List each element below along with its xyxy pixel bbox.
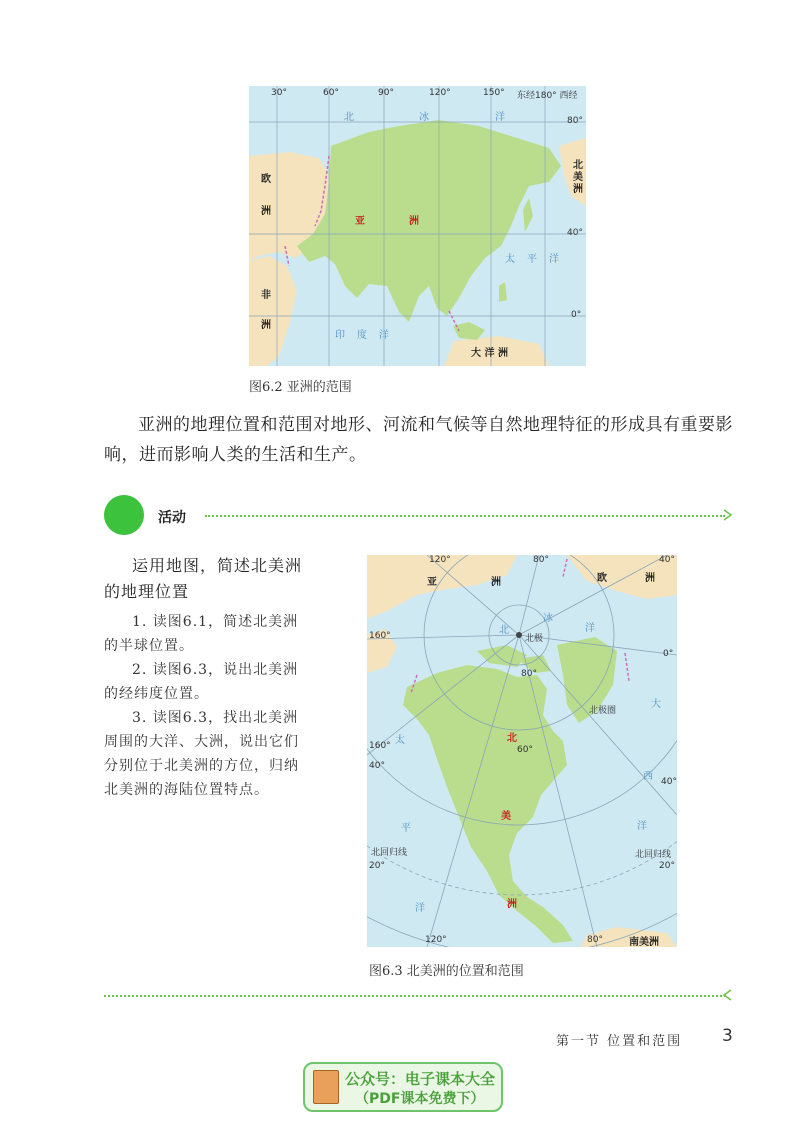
tick-30: 30° bbox=[271, 88, 287, 98]
indian-char-1: 印 bbox=[335, 330, 345, 341]
na-tropic-left: 北回归线 bbox=[371, 848, 408, 858]
activity-item-2: 2. 读图6.3，说出北美洲的经纬度位置。 bbox=[104, 662, 299, 702]
activity-circle-icon bbox=[104, 495, 144, 535]
na-namerica-char-2: 美 bbox=[501, 811, 511, 822]
lat-80: 80° bbox=[567, 116, 583, 126]
oceania-label: 大 洋 洲 bbox=[471, 348, 508, 359]
na-tick-20-right: 20° bbox=[659, 861, 675, 871]
na-tick-40-right: 40° bbox=[661, 777, 677, 787]
lat-0: 0° bbox=[571, 310, 582, 320]
na-asia-char-2: 洲 bbox=[491, 577, 501, 588]
activity-item-3: 3. 读图6.3，找出北美洲周围的大洋、大洲，说出它们分别位于北美洲的方位，归纳北美洲的海陆位置特点。 bbox=[104, 710, 299, 798]
activity-dotted-line bbox=[205, 515, 725, 517]
na-arctic-char-2: 冰 bbox=[543, 613, 553, 624]
watermark-line-1: 公众号：电子课本大全 bbox=[345, 1070, 496, 1088]
namerica-char-1: 北 bbox=[573, 160, 583, 171]
pacific-char-2: 平 bbox=[527, 254, 537, 265]
na-samerica-label: 南美洲 bbox=[629, 937, 659, 947]
na-arctic-char-1: 北 bbox=[499, 625, 509, 636]
na-atlantic-char-1: 大 bbox=[651, 699, 661, 710]
north-america-map bbox=[367, 555, 677, 947]
na-europe-char-2: 洲 bbox=[645, 573, 655, 584]
na-tick-60-lat: 60° bbox=[517, 745, 533, 755]
na-tick-40-left: 40° bbox=[369, 761, 385, 771]
europe-char-1: 欧 bbox=[261, 174, 271, 185]
book-icon bbox=[313, 1070, 339, 1104]
na-namerica-char-1: 北 bbox=[507, 733, 517, 744]
na-atlantic-char-3: 洋 bbox=[637, 821, 647, 832]
watermark-line-2: （PDF课本免费下） bbox=[355, 1091, 485, 1107]
na-tick-80-lat: 80° bbox=[521, 669, 537, 679]
na-asia-char-1: 亚 bbox=[427, 577, 437, 588]
tick-120: 120° bbox=[429, 88, 451, 98]
namerica-char-2: 美 bbox=[573, 172, 583, 183]
na-pacific-char-3: 洋 bbox=[415, 903, 425, 914]
asia-map bbox=[249, 86, 586, 366]
activity-title: 活动 bbox=[158, 510, 186, 526]
na-pacific-char-1: 太 bbox=[395, 735, 405, 746]
na-tick-120-top: 120° bbox=[429, 555, 451, 565]
body-paragraph: 亚洲的地理位置和范围对地形、河流和气候等自然地理特征的形成具有重要影响，进而影响人类的生活和生产。 bbox=[104, 415, 733, 465]
na-namerica-char-3: 洲 bbox=[507, 899, 517, 910]
na-tropic-right: 北回归线 bbox=[635, 850, 672, 860]
na-tick-80-bottom: 80° bbox=[587, 935, 603, 945]
indian-char-2: 度 bbox=[357, 330, 367, 341]
tick-90: 90° bbox=[378, 88, 394, 98]
tick-180: 东经180° 西经 bbox=[517, 91, 578, 101]
na-tick-160-lower: 160° bbox=[369, 741, 391, 751]
na-tick-160-left: 160° bbox=[369, 631, 391, 641]
na-atlantic-char-2: 西 bbox=[643, 771, 653, 782]
figure-6-3-caption: 图6.3 北美洲的位置和范围 bbox=[369, 964, 524, 979]
na-tick-120-bottom: 120° bbox=[425, 935, 447, 945]
na-tick-80-top: 80° bbox=[533, 555, 549, 565]
na-arcticcircle-label: 北极圈 bbox=[589, 706, 617, 716]
footer-section-title: 第一节 位置和范围 bbox=[556, 1034, 683, 1049]
na-arctic-char-3: 洋 bbox=[585, 623, 595, 634]
bottom-arrow-icon bbox=[722, 988, 734, 1002]
africa-char-1: 非 bbox=[261, 290, 271, 301]
arctic-char-2: 冰 bbox=[419, 112, 429, 123]
pacific-char-3: 洋 bbox=[549, 254, 559, 265]
page-number: 3 bbox=[722, 1026, 733, 1046]
activity-arrow-icon bbox=[722, 508, 734, 522]
activity-lead: 运用地图，简述北美洲的地理位置 bbox=[104, 556, 303, 601]
watermark-badge bbox=[303, 1062, 503, 1112]
indian-char-3: 洋 bbox=[379, 330, 389, 341]
pacific-char-1: 太 bbox=[505, 254, 515, 265]
arctic-char-1: 北 bbox=[344, 112, 354, 123]
tick-60: 60° bbox=[323, 88, 339, 98]
bottom-dotted-line bbox=[104, 995, 726, 997]
tick-150: 150° bbox=[483, 88, 505, 98]
na-tick-0-right: 0° bbox=[663, 649, 674, 659]
activity-item-1: 1. 读图6.1，简述北美洲的半球位置。 bbox=[104, 614, 299, 654]
europe-char-2: 洲 bbox=[261, 206, 271, 217]
na-tick-40-top: 40° bbox=[659, 555, 675, 565]
namerica-char-3: 洲 bbox=[573, 184, 583, 195]
asia-char-1: 亚 bbox=[355, 216, 365, 227]
na-tick-20-left: 20° bbox=[369, 861, 385, 871]
figure-6-2-caption: 图6.2 亚洲的范围 bbox=[249, 380, 352, 395]
asia-char-2: 洲 bbox=[409, 216, 419, 227]
na-pacific-char-2: 平 bbox=[401, 823, 411, 834]
lat-40: 40° bbox=[567, 228, 583, 238]
africa-char-2: 洲 bbox=[261, 320, 271, 331]
na-northpole-label: 北极 bbox=[525, 634, 544, 644]
na-europe-char-1: 欧 bbox=[597, 573, 607, 584]
arctic-char-3: 洋 bbox=[495, 112, 505, 123]
